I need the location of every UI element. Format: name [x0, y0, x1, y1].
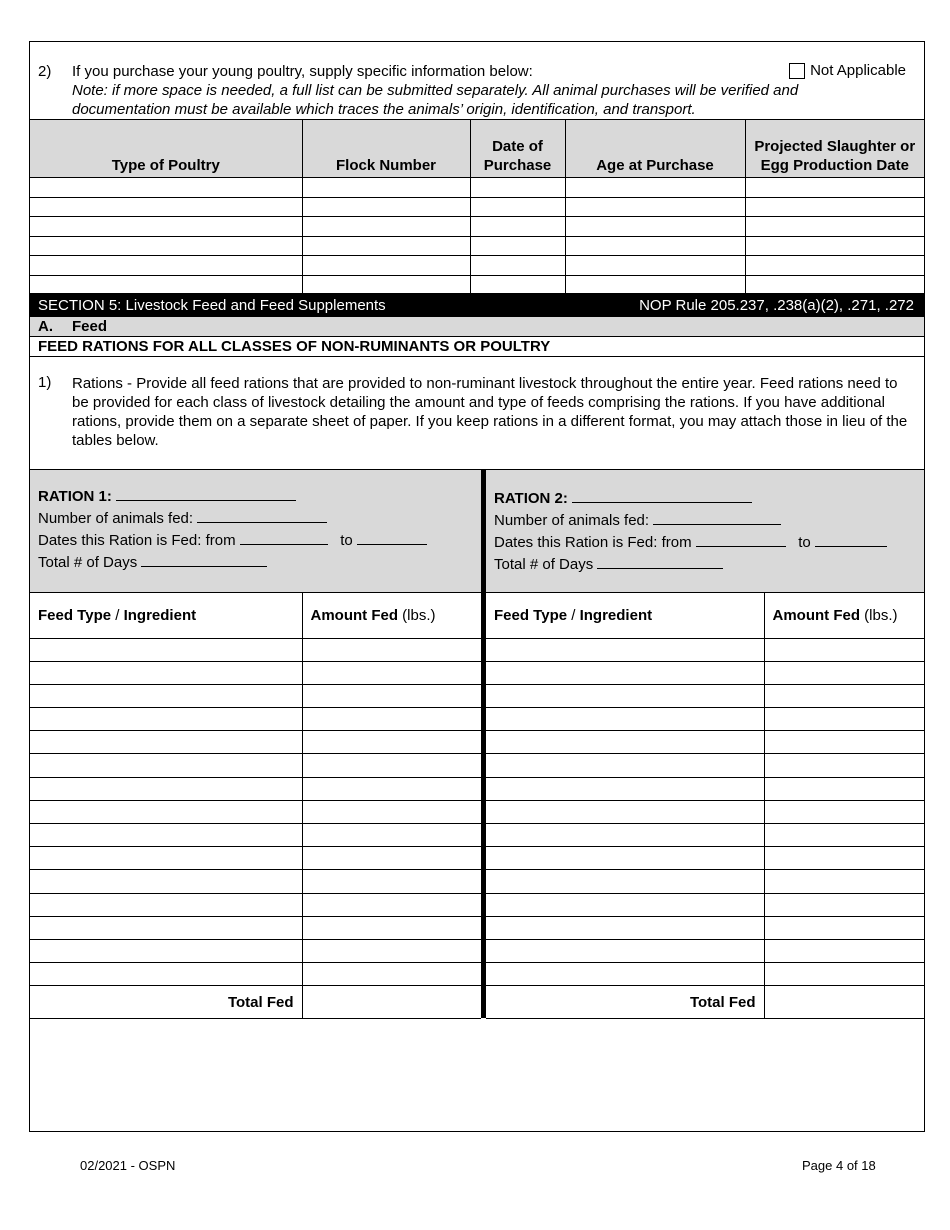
feed-type-cell[interactable] — [30, 963, 302, 986]
poultry-cell[interactable] — [565, 197, 745, 217]
feed-type-cell[interactable] — [486, 963, 764, 986]
ration-1-days-label: Total # of Days — [38, 554, 138, 571]
ration-1-feed-row — [30, 754, 481, 777]
ration-2-from-field[interactable] — [696, 533, 786, 547]
poultry-cell[interactable] — [30, 178, 302, 198]
poultry-cell[interactable] — [565, 217, 745, 237]
poultry-cell[interactable] — [470, 256, 565, 276]
ration-2-animals-field[interactable] — [653, 511, 781, 525]
amount-fed-cell[interactable] — [302, 870, 481, 893]
ration-2-feed-row — [486, 893, 924, 916]
subsection-a-title: Feed — [72, 318, 108, 335]
amount-fed-cell[interactable] — [302, 800, 481, 823]
section-5-title: SECTION 5: Livestock Feed and Feed Supplements — [38, 296, 386, 314]
feed-type-cell[interactable] — [30, 777, 302, 800]
header-type-of-poultry: Type of Poultry — [30, 120, 302, 178]
feed-type-cell[interactable] — [30, 893, 302, 916]
amount-fed-cell[interactable] — [302, 963, 481, 986]
ration-2-feed-row — [486, 777, 924, 800]
poultry-row — [30, 256, 924, 276]
poultry-cell[interactable] — [302, 275, 470, 295]
ration-1-animals-field[interactable] — [197, 509, 327, 523]
ration-2-name-field[interactable] — [572, 489, 752, 503]
poultry-cell[interactable] — [302, 217, 470, 237]
form-frame — [29, 41, 925, 1132]
amount-fed-cell[interactable] — [302, 916, 481, 939]
not-applicable-checkbox[interactable] — [789, 63, 805, 79]
poultry-cell[interactable] — [470, 178, 565, 198]
ration-2-feed-row — [486, 754, 924, 777]
ration-2-box — [486, 469, 924, 593]
ration-2-dates-label: Dates this Ration is Fed: from — [494, 534, 692, 551]
poultry-cell[interactable] — [302, 236, 470, 256]
ration-2-to-label: to — [798, 534, 811, 551]
ration-2-feed-row — [486, 847, 924, 870]
poultry-row — [30, 236, 924, 256]
section-5-header — [30, 293, 924, 317]
poultry-cell[interactable] — [302, 256, 470, 276]
ration-2-days-label: Total # of Days — [494, 556, 594, 573]
ration-2-total-label: Total Fed — [486, 986, 764, 1019]
question-1-number: 1) — [38, 374, 52, 391]
poultry-cell[interactable] — [565, 256, 745, 276]
amount-fed-cell[interactable] — [302, 777, 481, 800]
poultry-cell[interactable] — [745, 217, 924, 237]
ration-1-feed-row — [30, 638, 481, 661]
feed-type-cell[interactable] — [486, 870, 764, 893]
feed-type-cell[interactable] — [486, 824, 764, 847]
amount-fed-cell[interactable] — [764, 893, 924, 916]
amount-fed-cell[interactable] — [764, 824, 924, 847]
header-date-of-purchase: Date of Purchase — [470, 120, 565, 178]
ration-1-feed-table — [30, 593, 481, 1019]
poultry-cell[interactable] — [30, 275, 302, 295]
poultry-cell[interactable] — [745, 197, 924, 217]
feed-type-cell[interactable] — [30, 824, 302, 847]
header-flock-number: Flock Number — [302, 120, 470, 178]
footer-date-code: 02/2021 - OSPN — [80, 1158, 176, 1173]
ration-1-feed-row — [30, 916, 481, 939]
footer-page-number: Page 4 of 18 — [802, 1158, 876, 1173]
ration-1-dates-label: Dates this Ration is Fed: from — [38, 532, 236, 549]
amount-fed-cell[interactable] — [302, 638, 481, 661]
ration-1-feed-row — [30, 893, 481, 916]
ration-1-feed-row — [30, 963, 481, 986]
ration-2-to-field[interactable] — [815, 533, 887, 547]
amount-fed-cell[interactable] — [764, 638, 924, 661]
poultry-cell[interactable] — [745, 178, 924, 198]
poultry-cell[interactable] — [470, 275, 565, 295]
question-1-text: Rations - Provide all feed rations that are provided to non-ruminant livestock throughout the entire year. Feed rations need to be provided for each class of livestock detailing the amount and type of feeds comprising the rations. If you have additional rations, provide them on a separate sheet of paper. If you keep rations in a different format, you may attach those in lieu of the tables below. — [72, 375, 908, 449]
amount-fed-cell[interactable] — [764, 777, 924, 800]
section-5-rule: NOP Rule 205.237, .238(a)(2), .271, .272 — [639, 296, 914, 314]
ration-1-name-field[interactable] — [116, 487, 296, 501]
poultry-purchase-table — [30, 119, 924, 295]
ration-2-total-field[interactable] — [764, 986, 924, 1019]
header-projected-date: Projected Slaughter or Egg Production Date — [745, 120, 924, 178]
amount-fed-cell[interactable] — [764, 731, 924, 754]
amount-fed-cell[interactable] — [302, 847, 481, 870]
feed-type-cell[interactable] — [30, 708, 302, 731]
ration-2-amount-header: Amount Fed (lbs.) — [764, 593, 924, 638]
ration-1-to-field[interactable] — [357, 531, 427, 545]
ration-1-total-label: Total Fed — [30, 986, 302, 1019]
poultry-cell[interactable] — [302, 178, 470, 198]
feed-type-cell[interactable] — [30, 939, 302, 962]
ration-2-feed-row — [486, 963, 924, 986]
poultry-cell[interactable] — [565, 275, 745, 295]
poultry-cell[interactable] — [745, 236, 924, 256]
ration-1-feed-row — [30, 847, 481, 870]
feed-type-cell[interactable] — [486, 684, 764, 707]
amount-fed-cell[interactable] — [764, 847, 924, 870]
feed-type-cell[interactable] — [30, 684, 302, 707]
feed-type-cell[interactable] — [30, 754, 302, 777]
subsection-a-letter: A. — [38, 318, 53, 335]
ration-2-feed-row — [486, 684, 924, 707]
amount-fed-cell[interactable] — [302, 661, 481, 684]
amount-fed-cell[interactable] — [302, 708, 481, 731]
ration-1-feed-row — [30, 939, 481, 962]
amount-fed-cell[interactable] — [764, 870, 924, 893]
ration-2-feed-type-header: Feed Type / Ingredient — [486, 593, 764, 638]
ration-2-feed-row — [486, 731, 924, 754]
ration-2-feed-row — [486, 661, 924, 684]
feed-type-cell[interactable] — [486, 777, 764, 800]
feed-type-cell[interactable] — [30, 800, 302, 823]
feed-type-cell[interactable] — [486, 638, 764, 661]
feed-type-cell[interactable] — [30, 847, 302, 870]
amount-fed-cell[interactable] — [302, 893, 481, 916]
ration-1-total-field[interactable] — [302, 986, 481, 1019]
feed-type-cell[interactable] — [486, 800, 764, 823]
ration-1-box — [30, 469, 481, 593]
amount-fed-cell[interactable] — [764, 963, 924, 986]
feed-type-cell[interactable] — [486, 893, 764, 916]
feed-type-cell[interactable] — [486, 939, 764, 962]
ration-1-to-label: to — [340, 532, 353, 549]
question-2-text: If you purchase your young poultry, supply specific information below: — [72, 63, 533, 80]
ration-1-feed-type-header: Feed Type / Ingredient — [30, 593, 302, 638]
poultry-cell[interactable] — [565, 178, 745, 198]
poultry-cell[interactable] — [302, 197, 470, 217]
ration-1-animals-label: Number of animals fed: — [38, 510, 194, 527]
question-2-note: Note: if more space is needed, a full list can be submitted separately. All animal purchases will be verified and documentation must be available which traces the animals’ origin, identification, and transport. — [72, 82, 799, 118]
poultry-row — [30, 178, 924, 198]
amount-fed-cell[interactable] — [302, 824, 481, 847]
poultry-cell[interactable] — [470, 217, 565, 237]
amount-fed-cell[interactable] — [302, 939, 481, 962]
amount-fed-cell[interactable] — [764, 684, 924, 707]
feed-type-cell[interactable] — [30, 638, 302, 661]
ration-2-feed-table — [486, 593, 924, 1019]
ration-2-feed-row — [486, 939, 924, 962]
ration-2-feed-row — [486, 638, 924, 661]
ration-2-title: RATION 2: — [494, 490, 568, 507]
amount-fed-cell[interactable] — [764, 916, 924, 939]
amount-fed-cell[interactable] — [764, 800, 924, 823]
poultry-cell[interactable] — [30, 197, 302, 217]
ration-1-feed-row — [30, 684, 481, 707]
poultry-cell[interactable] — [745, 275, 924, 295]
poultry-cell[interactable] — [565, 236, 745, 256]
ration-1-title: RATION 1: — [38, 488, 112, 505]
feed-type-cell[interactable] — [486, 916, 764, 939]
ration-2-feed-row — [486, 824, 924, 847]
amount-fed-cell[interactable] — [302, 731, 481, 754]
poultry-cell[interactable] — [30, 256, 302, 276]
ration-1-from-field[interactable] — [240, 531, 328, 545]
ration-1-days-field[interactable] — [141, 553, 267, 567]
rations-heading: FEED RATIONS FOR ALL CLASSES OF NON-RUMINANTS OR POULTRY — [30, 337, 924, 357]
feed-type-cell[interactable] — [30, 870, 302, 893]
poultry-row — [30, 197, 924, 217]
poultry-row — [30, 217, 924, 237]
ration-2-days-field[interactable] — [597, 555, 723, 569]
feed-type-cell[interactable] — [486, 708, 764, 731]
amount-fed-cell[interactable] — [764, 661, 924, 684]
ration-1-feed-row — [30, 824, 481, 847]
question-2-number: 2) — [38, 63, 52, 80]
poultry-cell[interactable] — [745, 256, 924, 276]
amount-fed-cell[interactable] — [764, 754, 924, 777]
amount-fed-cell[interactable] — [764, 939, 924, 962]
feed-type-cell[interactable] — [30, 731, 302, 754]
poultry-cell[interactable] — [30, 217, 302, 237]
subsection-a-header — [30, 317, 924, 337]
feed-type-cell[interactable] — [30, 916, 302, 939]
poultry-row — [30, 275, 924, 295]
ration-2-feed-row — [486, 916, 924, 939]
ration-1-feed-row — [30, 731, 481, 754]
ration-2-feed-row — [486, 800, 924, 823]
feed-type-cell[interactable] — [486, 731, 764, 754]
amount-fed-cell[interactable] — [764, 708, 924, 731]
feed-type-cell[interactable] — [30, 661, 302, 684]
amount-fed-cell[interactable] — [302, 684, 481, 707]
ration-2-feed-row — [486, 708, 924, 731]
feed-type-cell[interactable] — [486, 754, 764, 777]
feed-type-cell[interactable] — [486, 847, 764, 870]
ration-1-feed-row — [30, 800, 481, 823]
ration-1-feed-row — [30, 661, 481, 684]
not-applicable-label: Not Applicable — [810, 62, 906, 79]
poultry-cell[interactable] — [470, 197, 565, 217]
ration-2-animals-label: Number of animals fed: — [494, 512, 650, 529]
ration-1-feed-row — [30, 870, 481, 893]
ration-1-feed-row — [30, 708, 481, 731]
feed-type-cell[interactable] — [486, 661, 764, 684]
poultry-cell[interactable] — [30, 236, 302, 256]
poultry-cell[interactable] — [470, 236, 565, 256]
amount-fed-cell[interactable] — [302, 754, 481, 777]
not-applicable-option[interactable] — [789, 62, 906, 79]
ration-1-amount-header: Amount Fed (lbs.) — [302, 593, 481, 638]
header-age-at-purchase: Age at Purchase — [565, 120, 745, 178]
ration-2-feed-row — [486, 870, 924, 893]
ration-1-feed-row — [30, 777, 481, 800]
